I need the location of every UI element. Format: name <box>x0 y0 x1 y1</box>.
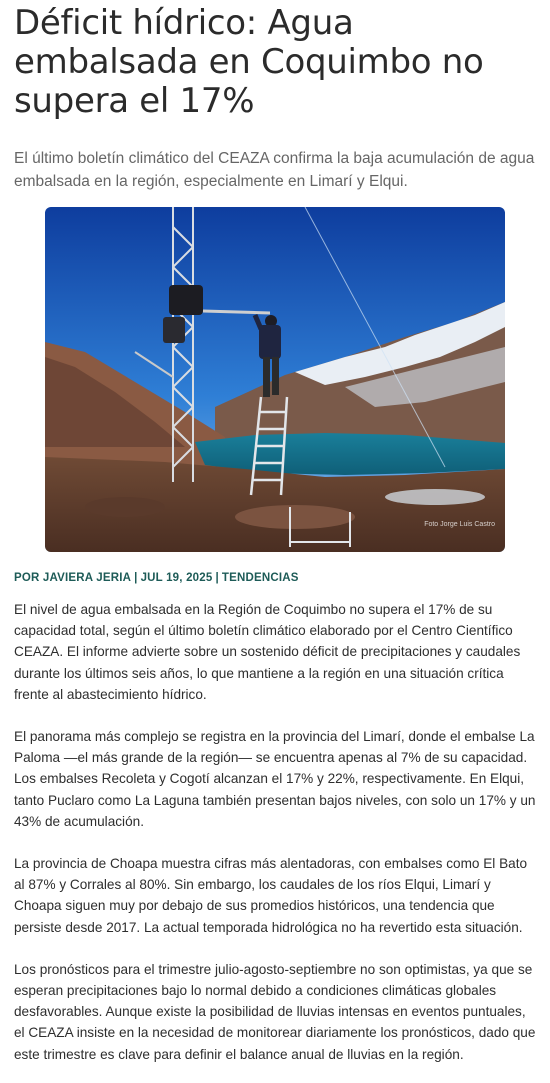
byline-category[interactable]: TENDENCIAS <box>221 572 299 584</box>
article-paragraph: La provincia de Choapa muestra cifras más alentadoras, con embalses como El Bato al 87% y Corrales al 80%. Sin embargo, los caudales de los ríos Elqui, Limarí y Choapa siguen muy por debajo de sus promedios históricos, una tendencia que persiste desde 2017. La actual temporada hidrológica no ha revertido esta situación. <box>14 856 528 935</box>
article-paragraph: El panorama más complejo se registra en la provincia del Limarí, donde el embalse La Paloma —el más grande de la región— se encuentra apenas al 7% de su capacidad. Los embalses Recoleta y Cogotí alcanzan el 17% y 22%, respectivamente. En Elqui, tanto Puclaro como La Laguna también presentan bajos niveles, con solo un 17% y un 43% de acumulación. <box>14 729 536 829</box>
article-photo <box>45 207 505 552</box>
article-dek: El último boletín climático del CEAZA confirma la baja acumulación de agua embalsada en la región, especialmente en Limarí y Elqui. <box>14 150 535 190</box>
article-paragraph: Los pronósticos para el trimestre julio-agosto-septiembre no son optimistas, ya que se esperan precipitaciones bajo lo normal debido a condiciones climáticas globales desfavorables. Aunque existe la posibilidad de lluvias intensas en eventos puntuales, el CEAZA insiste en la necesidad de monitorear diariamente los pronósticos, dado que este trimestre es clave para definir el balance anual de lluvias en la región. <box>14 961 536 1062</box>
byline <box>14 572 536 584</box>
article-paragraph: El nivel de agua embalsada en la Región de Coquimbo no supera el 17% de su capacidad total, según el último boletín climático elaborado por el Centro Científico CEAZA. El informe advierte sobre un sostenido déficit de precipitaciones y caudales durante los últimos seis años, lo que mantiene a la región en una situación crítica frente al abastecimiento hídrico. <box>14 602 521 702</box>
article-title: Déficit hídrico: Agua embalsada en Coquimbo no supera el 17% <box>14 3 484 121</box>
byline-separator: | <box>134 572 138 584</box>
byline-date: JUL 19, 2025 <box>140 572 213 584</box>
photo-illustration <box>45 207 505 552</box>
byline-separator: | <box>215 572 219 584</box>
byline-author[interactable]: POR JAVIERA JERIA <box>14 572 132 584</box>
photo-credit: Foto Jorge Luis Castro <box>424 521 495 528</box>
article-page <box>0 4 550 1065</box>
